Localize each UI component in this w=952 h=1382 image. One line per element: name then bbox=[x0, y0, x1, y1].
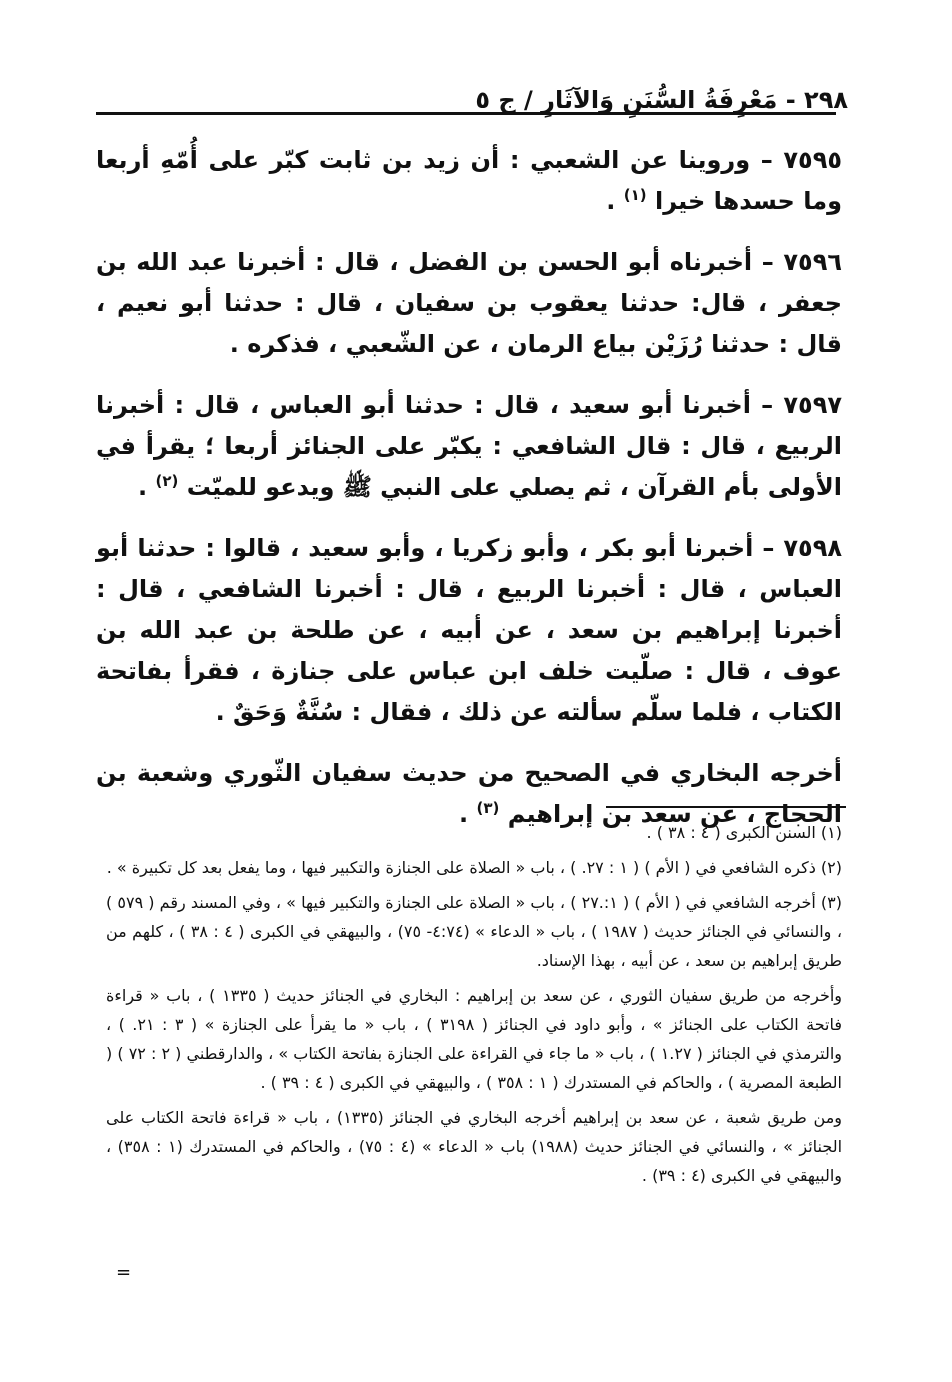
hadith-number: ٧٥٩٥ bbox=[783, 146, 842, 174]
hadith-number: ٧٥٩٨ bbox=[783, 534, 842, 562]
continuation-mark: = bbox=[116, 1262, 132, 1283]
footnote-3-continued: وأخرجه من طريق سفيان الثوري ، عن سعد بن إبراهيم : البخاري في الجنائز حديث ( ١٣٣٥ ) ، باب « قراءة فاتحة الكتاب على الجنائز » ، وأبو داود في الجنائز ( ٣١٩٨ ) ، باب « ما يقرأ على الجنازة » ( ٣ : ٢١. ) ، والترمذي في الجنائز ( ١.٢٧ ) ، باب « ما جاء في القراءة على الجنازة بفاتحة الكتاب » ، والدارقطني ( ٢ : ٧٢ ) ( الطبعة المصرية ) ، والحاكم في المستدرك ( ١ : ٣٥٨ ) ، والبيهقي في الكبرى ( ٤ : ٣٩ ) . bbox=[106, 986, 843, 1092]
footnote-divider bbox=[606, 806, 846, 808]
paragraph-text: – وروينا عن الشعبي : أن زيد بن ثابت كبّر على أُمّهِ أربعا وما حسدها خيرا bbox=[96, 146, 842, 215]
paragraph-text: – أخبرنا أبو بكر ، وأبو زكريا ، وأبو سعيد ، قالوا : حدثنا أبو العباس ، قال : أخبرنا الربيع ، قال : أخبرنا الشافعي ، قال : أخبرنا إبراهيم بن سعد ، عن أبيه ، عن طلحة بن عبد الله بن عوف ، قال : صلّيت خلف ابن عباس على جنازة ، فقرأ بفاتحة الكتاب ، فلما سلّم سألته عن ذلك ، فقال : سُنَّةٌ وَحَقٌ . bbox=[96, 534, 842, 726]
footnote-ref: (٢) bbox=[155, 472, 179, 490]
paragraph-7595 bbox=[96, 140, 842, 222]
footnotes bbox=[106, 818, 842, 1196]
paragraph-end: . bbox=[458, 800, 477, 828]
header-divider bbox=[96, 112, 836, 115]
paragraph-text: أخرجه البخاري في الصحيح من حديث سفيان الثّوري وشعبة بن الحجاج ، عن سعد بن إبراهيم bbox=[96, 759, 842, 828]
paragraph-7598 bbox=[96, 528, 842, 733]
hadith-number: ٧٥٩٦ bbox=[783, 248, 842, 276]
footnote-1: (١) السنن الكبرى ( ٤ : ٣٨ ) . bbox=[646, 823, 842, 842]
paragraph-7596 bbox=[96, 242, 842, 365]
footnote-2: (٢) ذكره الشافعي في ( الأم ) ( ١ : ٢٧. ) ، باب « الصلاة على الجنازة والتكبير فيها ، وما يفعل بعد كل تكبيرة » . bbox=[106, 858, 842, 877]
footnote-ref: (٣) bbox=[476, 799, 500, 817]
paragraph-end: . bbox=[138, 473, 156, 501]
paragraph-7597 bbox=[96, 385, 842, 508]
footnote-3: (٣) أخرجه الشافعي في ( الأم ) ( ١:.٢٧ ) ، باب « الصلاة على الجنازة والتكبير فيها » ، وفي المسند رقم ( ٥٧٩ ) ، والنسائي في الجنائز حديث ( ١٩٨٧ ) ، باب « الدعاء » (٤:٧٤- ٧٥) ، والبيهقي في الكبرى ( ٤ : ٣٨ ) ، كلهم من طريق إبراهيم بن سعد ، عن أبيه ، بهذا الإسناد. bbox=[106, 893, 843, 970]
paragraph-text: – أخبرناه أبو الحسن بن الفضل ، قال : أخبرنا عبد الله بن جعفر ، قال: حدثنا يعقوب بن سفيان ، قال : حدثنا أبو نعيم ، قال : حدثنا رُزَيْن بياع الرمان ، عن الشّعبي ، فذكره . bbox=[96, 248, 842, 358]
page-header: ٢٩٨ - مَعْرِفَةُ السُّنَنِ وَالآثَارِ / ج ٥ bbox=[475, 86, 848, 114]
paragraph-text: – أخبرنا أبو سعيد ، قال : حدثنا أبو العباس ، قال : أخبرنا الربيع ، قال : قال الشافعي : يكبّر على الجنائز أربعا ؛ يقرأ في الأولى بأم القرآن ، ثم يصلي على النبي ﷺ ويدعو للميّت bbox=[96, 391, 842, 501]
main-text bbox=[96, 140, 842, 855]
paragraph-end: . bbox=[606, 187, 624, 215]
footnote-3-shuba: ومن طريق شعبة ، عن سعد بن إبراهيم أخرجه البخاري في الجنائز (١٣٣٥) ، باب « قراءة فاتحة الكتاب على الجنائز » ، والنسائي في الجنائز حديث (١٩٨٨) باب « الدعاء » (٤ : ٧٥) ، والحاكم في المستدرك (١ : ٣٥٨) ، والبيهقي في الكبرى (٤ : ٣٩) . bbox=[106, 1108, 843, 1185]
hadith-number: ٧٥٩٧ bbox=[783, 391, 842, 419]
footnote-ref: (١) bbox=[623, 186, 647, 204]
